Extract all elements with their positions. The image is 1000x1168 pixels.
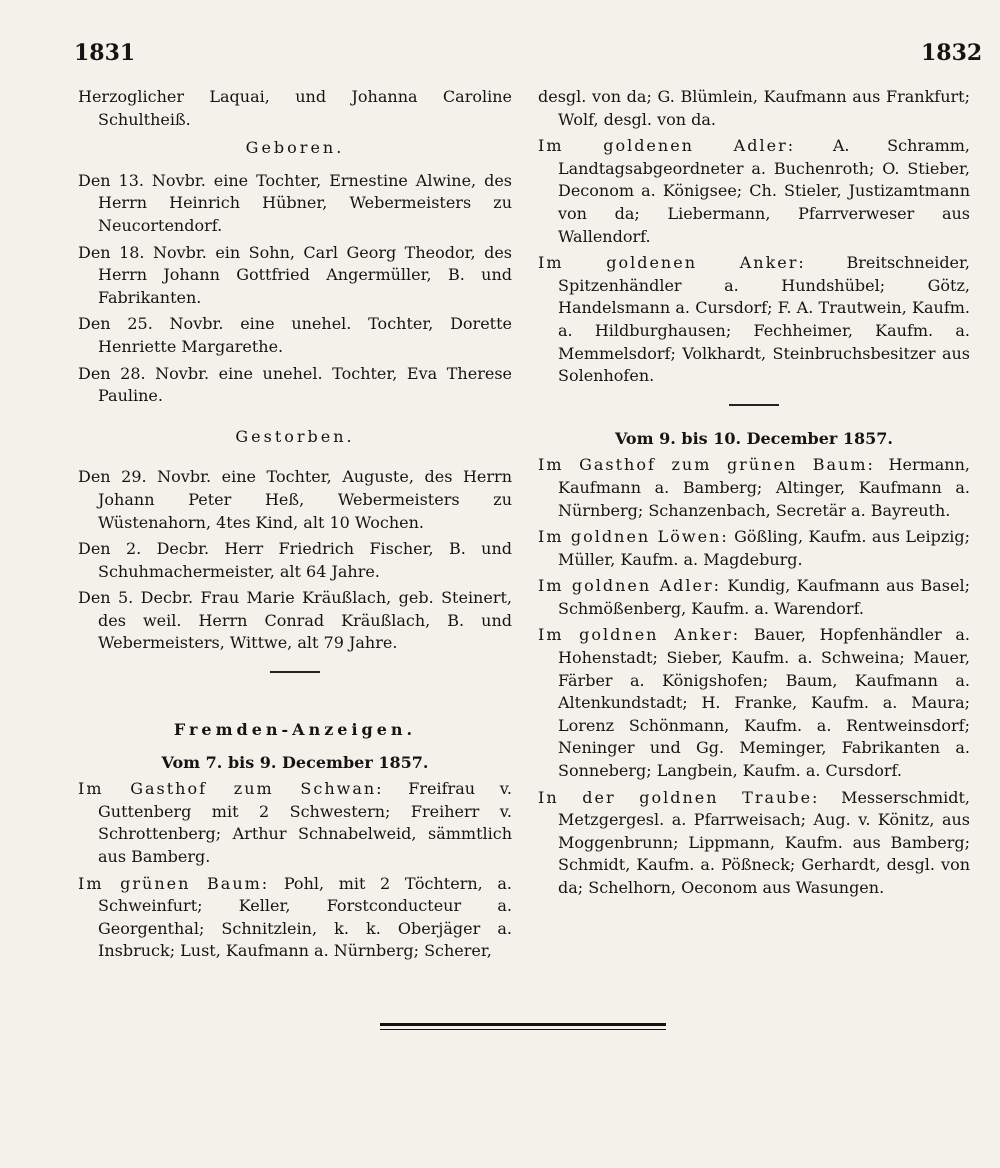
guest-names: Bauer, Hopfenhändler a. Hohenstadt; Sieber, Kaufm. a. Schweina; Mauer, Färber a. Königshofen; Baum, Kaufmann a. Altenkundstadt; H. Franke, Kaufm. a. Maura; Lorenz Schönmann, Kaufm. a. Rentweinsdorf; Neninger und Gg. Meminger, Fabrikanten a. Sonneberg; Langbein, Kaufm. a. Cursdorf. [558, 625, 971, 781]
death-entry: Den 5. Decbr. Frau Marie Kräußlach, geb. Steinert, des weil. Herrn Conrad Kräußlach, B. und Webermeisters, Wittwe, alt 79 Jahre. [78, 588, 512, 653]
guest-list-entry [538, 135, 970, 248]
bottom-double-rule [380, 1023, 666, 1030]
date-range-heading: Vom 7. bis 9. December 1857. [161, 752, 429, 772]
section-divider [270, 671, 320, 673]
born-entry: Den 25. Novbr. eine unehel. Tochter, Dorette Henriette Margarethe. [78, 314, 512, 356]
guest-names: Freifrau v. Guttenberg mit 2 Schwestern; Freiherr v. Schrottenberg; Arthur Schnabelweid, sämmtlich aus Bamberg. [98, 779, 512, 867]
guest-list-entry [78, 778, 512, 868]
right-column [538, 86, 970, 904]
death-entry: Den 2. Decbr. Herr Friedrich Fischer, B. und Schuhmachermeister, alt 64 Jahre. [78, 539, 512, 581]
guest-names: Hermann, Kaufmann a. Bamberg; Altinger, Kaufmann a. Nürnberg; Schanzenbach, Secretär a. Bayreuth. [558, 455, 971, 520]
inn-name: Im goldenen Adler: [538, 136, 796, 156]
guest-list-entry [538, 787, 970, 900]
guest-names: Messerschmidt, Metzgergesl. a. Pfarrweisach; Aug. v. Könitz, aus Moggenbrunn; Lippmann, Kaufm. aus Bamberg; Schmidt, Kaufm. a. Pößneck; Gerhardt, desgl. von da; Schelhorn, Oeconom aus Wasungen. [558, 787, 970, 897]
continued-entry: desgl. von da; G. Blümlein, Kaufmann aus Frankfurt; Wolf, desgl. von da. [538, 87, 970, 129]
inn-name: Im goldnen Löwen: [538, 527, 729, 547]
born-entry: Den 13. Novbr. eine Tochter, Ernestine Alwine, des Herrn Heinrich Hübner, Webermeisters zu Neucortendorf. [78, 170, 512, 235]
guest-names: Pohl, mit 2 Töchtern, a. Schweinfurt; Keller, Forstconducteur a. Georgenthal; Schnitzlein, k. k. Oberjäger a. Insbruck; Lust, Kaufmann a. Nürnberg; Scherer, [98, 873, 512, 961]
inn-name: Im goldenen Anker: [538, 253, 806, 273]
page-number-left: 1831 [74, 40, 136, 66]
inn-name: In der goldnen Traube: [538, 787, 820, 807]
guest-list-entry [538, 454, 970, 522]
inn-name: Im goldnen Adler: [538, 576, 721, 596]
guest-names: A. Schramm, Landtagsabgeordneter a. Buchenroth; O. Stieber, Deconom a. Königsee; Ch. Stieler, Justizamtmann von da; Liebermann, Pfarrverweser aus Wallendorf. [558, 136, 970, 246]
death-entry: Den 29. Novbr. eine Tochter, Auguste, des Herrn Johann Peter Heß, Webermeisters zu Wüstenahorn, 4tes Kind, alt 10 Wochen. [78, 467, 512, 532]
inn-name: Im goldnen Anker: [538, 625, 741, 645]
born-heading: Geboren. [245, 138, 345, 158]
inn-name: Im Gasthof zum grünen Baum: [538, 455, 875, 475]
born-entry: Den 18. Novbr. ein Sohn, Carl Georg Theodor, des Herrn Johann Gottfried Angermüller, B. und Fabrikanten. [78, 242, 512, 307]
born-entry: Den 28. Novbr. eine unehel. Tochter, Eva Therese Pauline. [78, 363, 512, 406]
guest-names: Kundig, Kaufmann aus Basel; Schmößenberg, Kaufm. a. Warendorf. [558, 576, 970, 618]
guest-list-entry [538, 252, 970, 388]
guest-list-entry [538, 575, 970, 620]
guest-names: Breitschneider, Spitzenhändler a. Hundshübel; Götz, Handelsmann a. Cursdorf; F. A. Trautwein, Kaufm. a. Hildburghausen; Fechheimer, Kaufm. a. Memmelsdorf; Volkhardt, Steinbruchsbesitzer aus Solenhofen. [558, 253, 970, 386]
continued-entry: Herzoglicher Laquai, und Johanna Caroline Schultheiß. [78, 87, 512, 129]
inn-name: Im Gasthof zum Schwan: [78, 779, 384, 799]
died-heading: Gestorben. [235, 426, 355, 446]
section-divider [729, 404, 779, 406]
guest-names: Gößling, Kaufm. aus Leipzig; Müller, Kaufm. a. Magdeburg. [558, 527, 970, 569]
inn-name: Im grünen Baum: [78, 873, 270, 893]
date-range-heading: Vom 9. bis 10. December 1857. [614, 428, 893, 448]
guest-list-entry [78, 873, 512, 963]
page-number-right: 1832 [921, 40, 983, 66]
guest-list-entry [538, 624, 970, 782]
guest-list-entry [538, 526, 970, 571]
left-column [78, 86, 512, 967]
foreigners-heading: Fremden-Anzeigen. [173, 720, 417, 740]
